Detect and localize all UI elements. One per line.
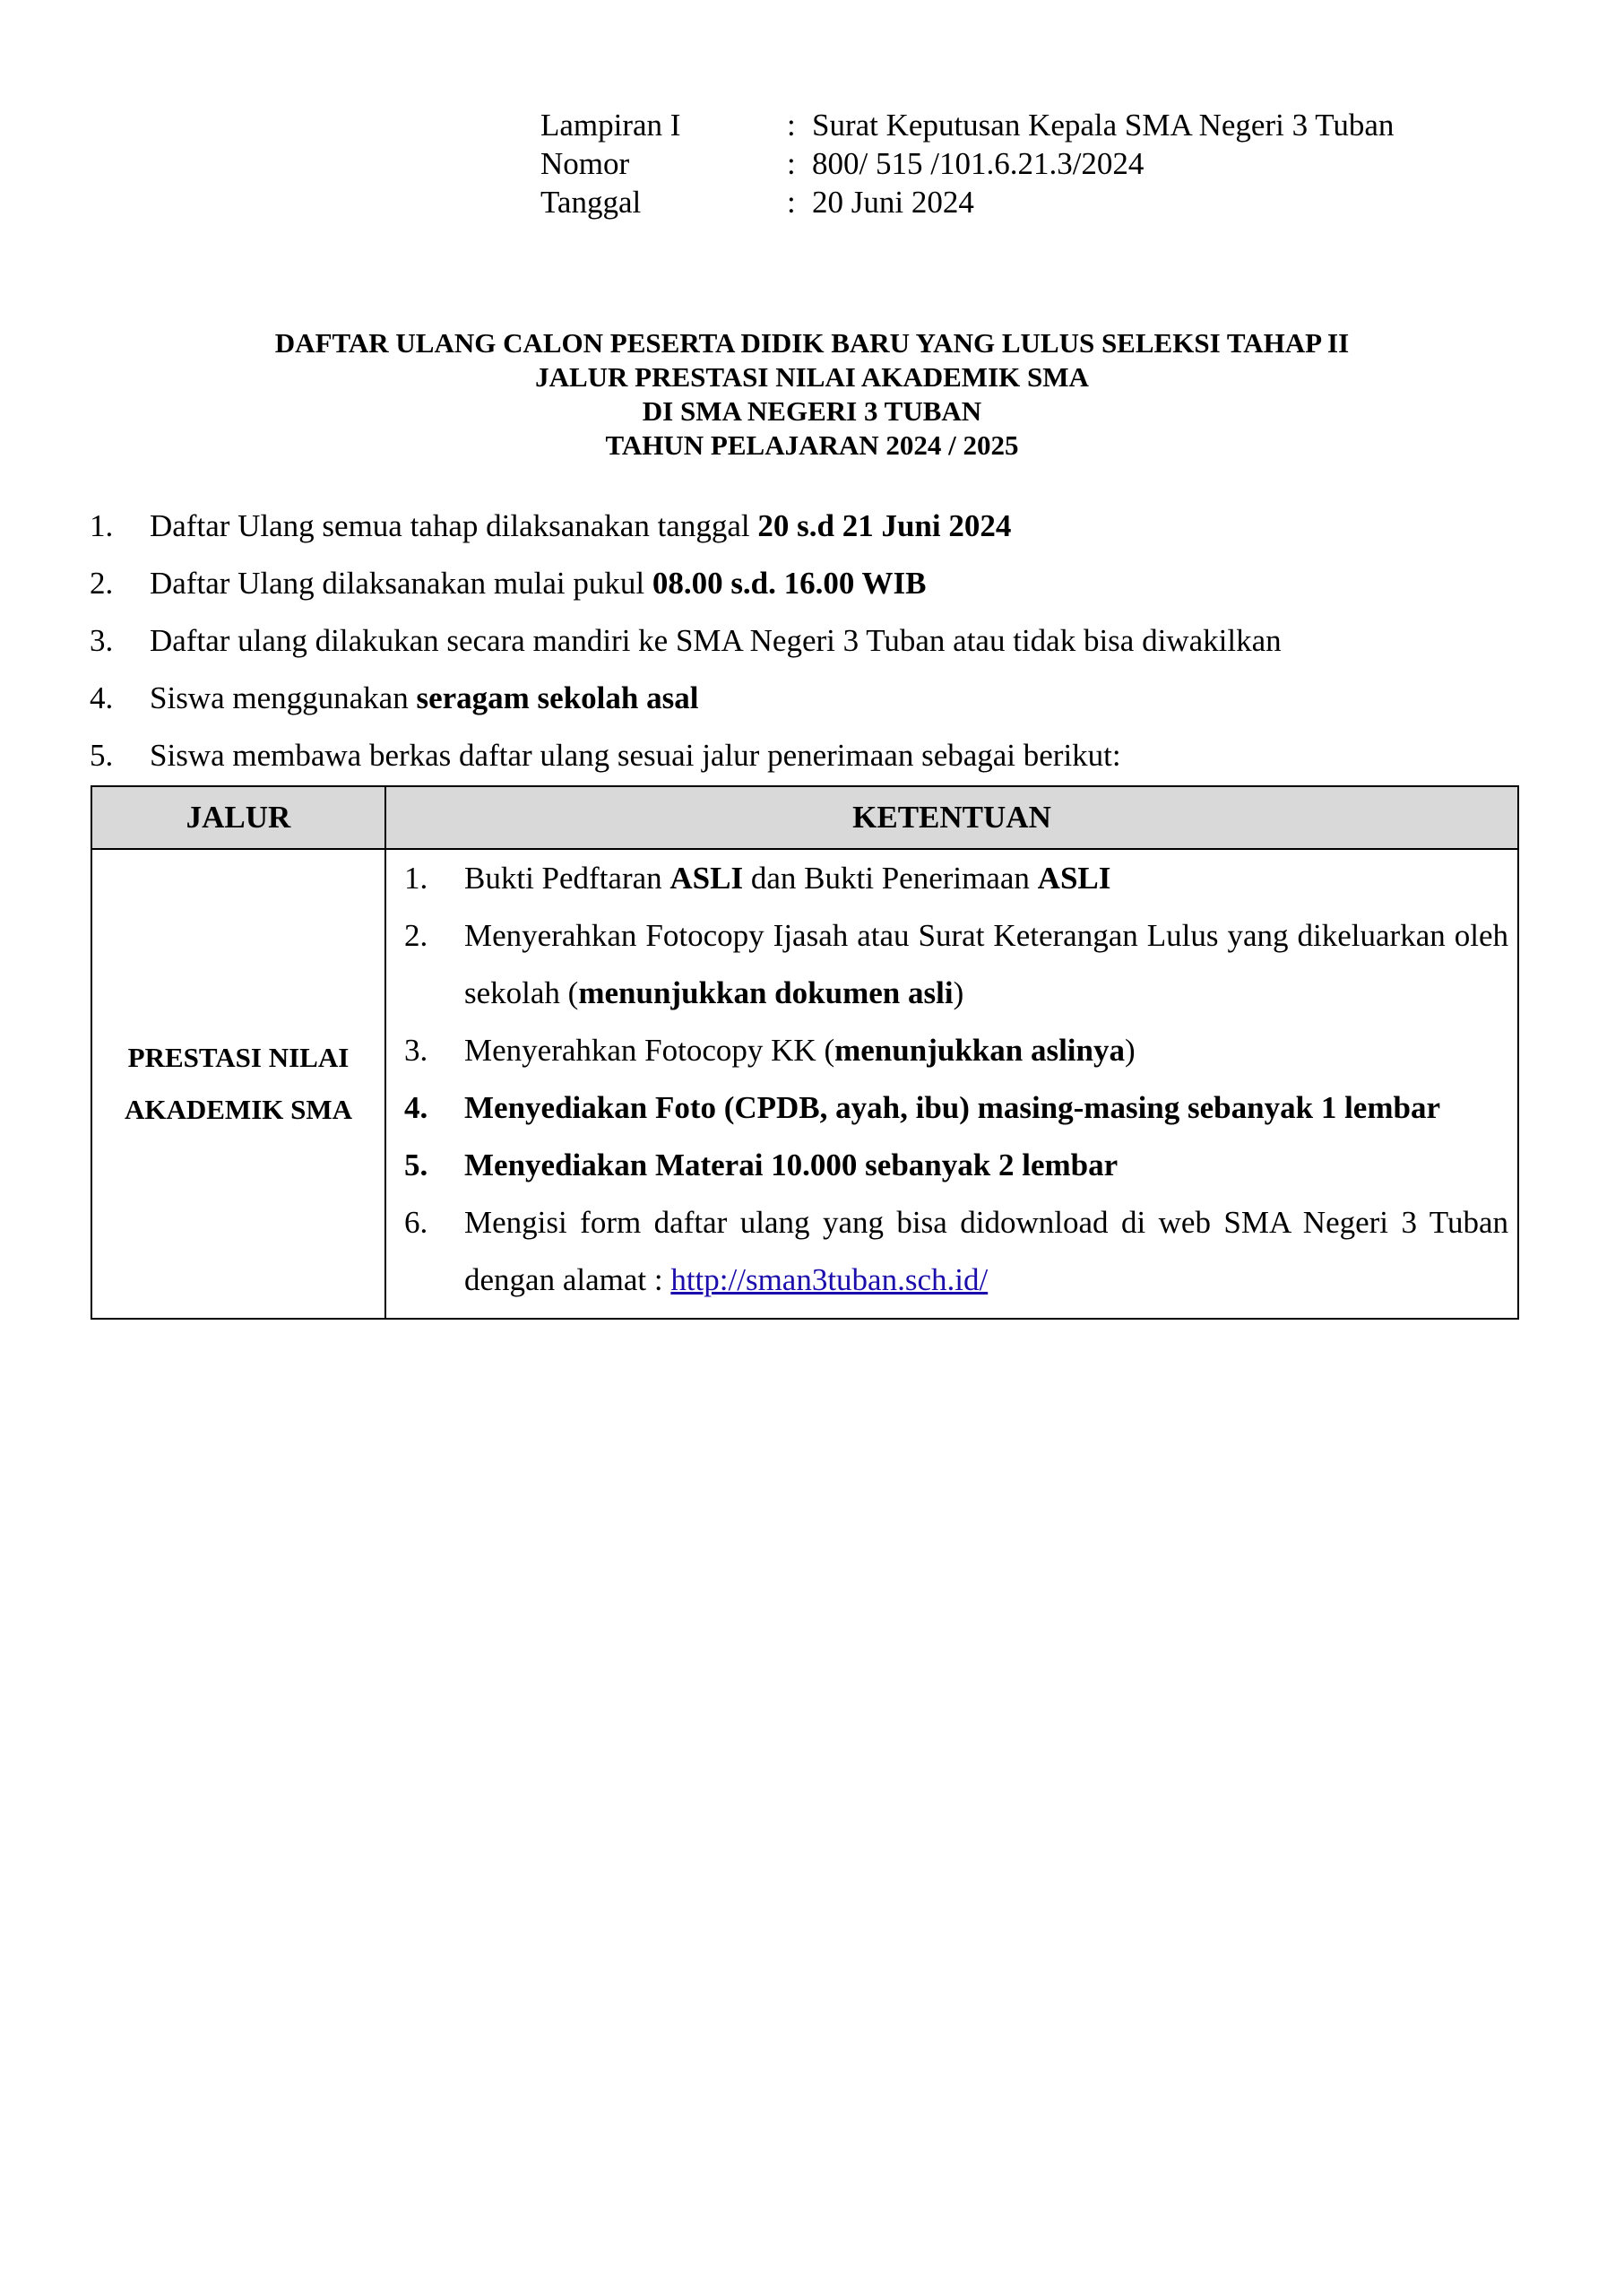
meta-value: Surat Keputusan Kepala SMA Negeri 3 Tuban	[812, 108, 1395, 143]
table-header-row	[91, 786, 1518, 849]
item-bold-text: Menyediakan Foto (CPDB, ayah, ibu) masing-masing sebanyak 1 lembar	[464, 1090, 1440, 1125]
list-item	[90, 555, 1282, 612]
item-text: Menyerahkan Fotocopy KK (	[464, 1033, 835, 1068]
list-item	[90, 727, 1282, 784]
item-text: Siswa menggunakan	[150, 680, 417, 715]
letter-meta	[540, 106, 1394, 221]
item-bold-text: 08.00 s.d. 16.00 WIB	[652, 566, 927, 601]
item-number: 3.	[404, 1033, 428, 1068]
meta-colon: :	[787, 185, 796, 220]
school-website-link[interactable]: http://sman3tuban.sch.id/	[670, 1262, 989, 1297]
item-bold-text: menunjukkan dokumen asli	[578, 975, 954, 1010]
item-bold-text: seragam sekolah asal	[416, 680, 699, 715]
item-number: 1.	[90, 508, 114, 543]
list-item	[404, 1194, 1508, 1309]
item-text: Daftar ulang dilakukan secara mandiri ke SMA Negeri 3 Tuban atau tidak bisa diwakilkan	[150, 623, 1282, 658]
meta-colon: :	[787, 108, 796, 143]
item-number: 4.	[90, 680, 114, 715]
header-ketentuan: KETENTUAN	[385, 786, 1518, 849]
item-text: )	[953, 975, 964, 1010]
item-text: Siswa membawa berkas daftar ulang sesuai jalur penerimaan sebagai berikut:	[150, 738, 1121, 773]
meta-row-lampiran	[540, 106, 1394, 144]
list-item	[404, 850, 1508, 907]
item-text: )	[1125, 1033, 1136, 1068]
meta-row-nomor	[540, 144, 1394, 183]
title-line: DI SMA NEGERI 3 TUBAN	[642, 395, 982, 427]
list-item	[90, 612, 1282, 670]
list-item	[404, 1079, 1508, 1137]
meta-label: Nomor	[540, 146, 630, 181]
meta-row-tanggal	[540, 183, 1394, 221]
jalur-line: PRESTASI NILAI	[127, 1042, 350, 1073]
item-text: Daftar Ulang dilaksanakan mulai pukul	[150, 566, 652, 601]
item-text: Bukti Pedftaran	[464, 861, 670, 896]
item-bold-text: menunjukkan aslinya	[834, 1033, 1125, 1068]
item-number: 3.	[90, 623, 114, 658]
item-text: Menyerahkan Fotocopy Ijasah atau Surat Keterangan Lulus yang dikeluarkan oleh sekolah (	[464, 918, 1508, 1010]
meta-value: 20 Juni 2024	[812, 185, 974, 220]
meta-label: Lampiran I	[540, 108, 681, 143]
item-bold-text: Menyediakan Materai 10.000 sebanyak 2 lembar	[464, 1148, 1119, 1182]
title-line: DAFTAR ULANG CALON PESERTA DIDIK BARU YANG LULUS SELEKSI TAHAP II	[274, 327, 1350, 359]
item-number: 5.	[90, 738, 114, 773]
rules-list	[90, 498, 1282, 784]
requirements-table	[91, 785, 1519, 1320]
header-jalur: JALUR	[91, 786, 385, 849]
item-text: Daftar Ulang semua tahap dilaksanakan tanggal	[150, 508, 758, 543]
title-line: TAHUN PELAJARAN 2024 / 2025	[605, 429, 1019, 461]
list-item	[90, 670, 1282, 727]
item-text: Mengisi form daftar ulang yang bisa didownload di web SMA Negeri 3 Tuban dengan alamat :	[464, 1205, 1508, 1297]
item-number: 1.	[404, 861, 428, 896]
item-bold-text: 20 s.d 21 Juni 2024	[757, 508, 1012, 543]
list-item	[404, 907, 1508, 1022]
document-title	[0, 326, 1624, 463]
ketentuan-cell	[385, 849, 1518, 1319]
ketentuan-list	[404, 850, 1508, 1309]
item-number: 5.	[404, 1148, 428, 1182]
item-number: 2.	[404, 918, 428, 953]
jalur-cell	[91, 849, 385, 1319]
title-line: JALUR PRESTASI NILAI AKADEMIK SMA	[535, 361, 1089, 393]
list-item	[404, 1137, 1508, 1194]
meta-label: Tanggal	[540, 185, 642, 220]
list-item	[90, 498, 1282, 555]
meta-value: 800/ 515 /101.6.21.3/2024	[812, 146, 1145, 181]
list-item	[404, 1022, 1508, 1079]
item-bold-text: ASLI	[1037, 861, 1111, 896]
meta-colon: :	[787, 146, 796, 181]
item-text: dan Bukti Penerimaan	[743, 861, 1038, 896]
jalur-line: AKADEMIK SMA	[124, 1094, 353, 1125]
item-number: 4.	[404, 1090, 428, 1125]
item-number: 2.	[90, 566, 114, 601]
item-bold-text: ASLI	[669, 861, 744, 896]
table-row	[91, 849, 1518, 1319]
item-number: 6.	[404, 1205, 428, 1240]
